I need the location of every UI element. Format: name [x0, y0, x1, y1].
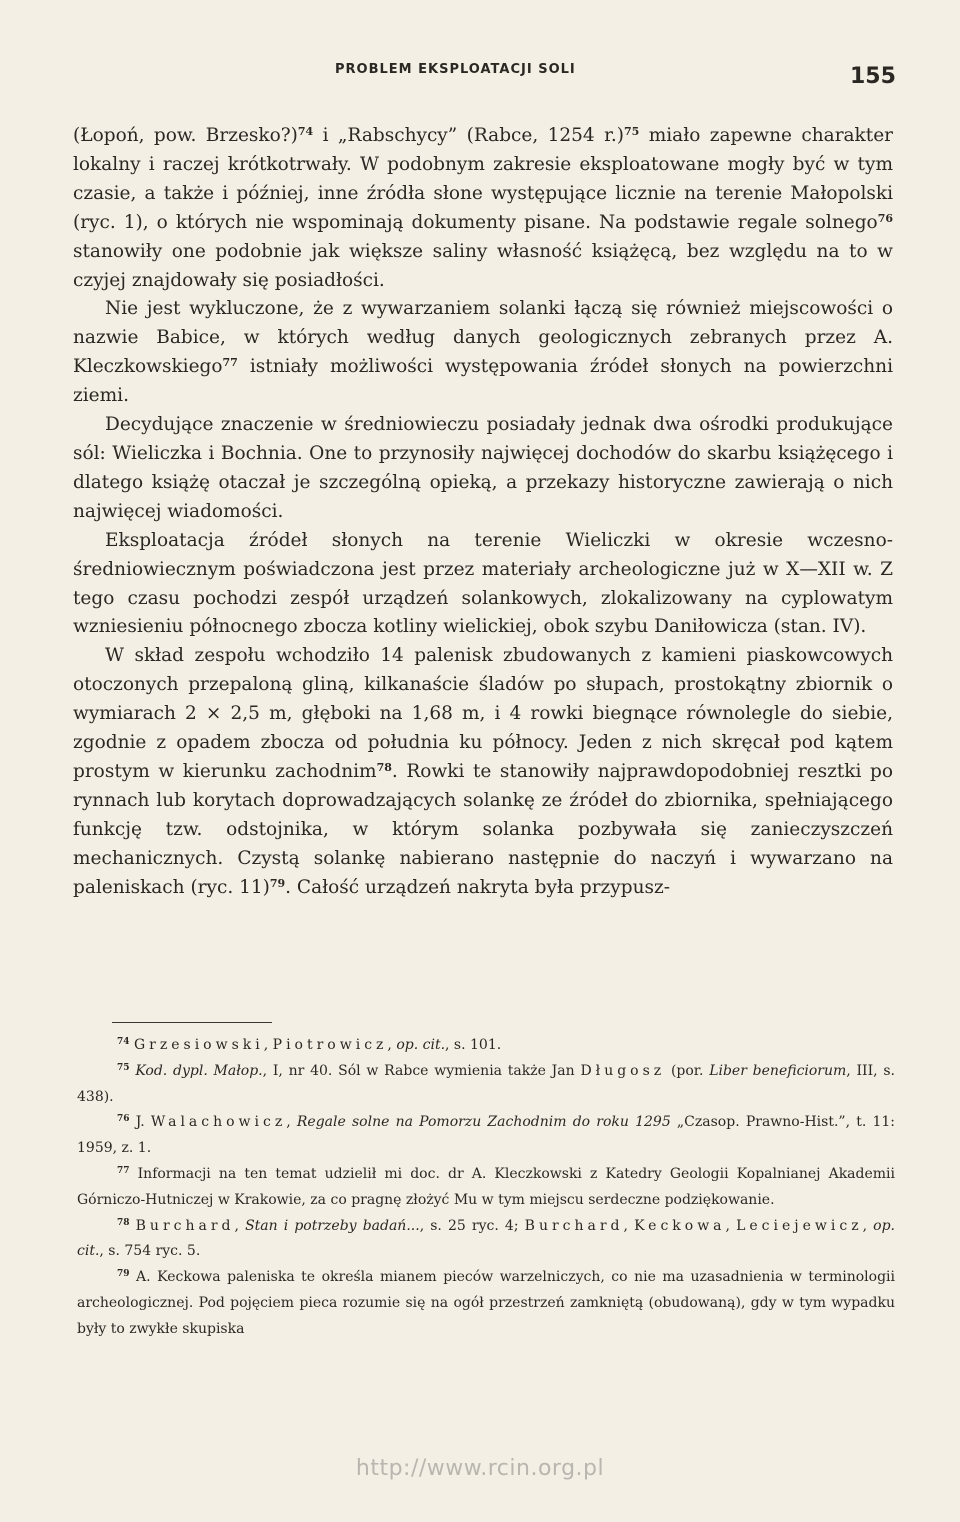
text-run: i „Rabschycy” (Rabce, 1254 r.): [313, 125, 625, 146]
footnote-ref-77[interactable]: 77: [222, 356, 238, 370]
author-name: Walachowicz: [150, 1114, 287, 1131]
footnotes: [77, 1033, 895, 1343]
author-name: Piotrowicz: [272, 1037, 388, 1053]
main-text: [73, 122, 893, 902]
text-run: W skład zespołu wchodziło 14 palenisk zbudowanych z kamieni piaskowcowych otoczonych przepaloną gliną, kilkanaście śladów po słupach, prostokątny zbiornik o wymiarach 2 × 2,5 m, głęboki na 1,68 m, i 4 rowki biegnące równolegle do siebie, zgodnie z opadem zbocza od południa ku północy. Jeden z nich skręcał pod kątem prostym w kierunku zachodnim: [73, 645, 893, 782]
footnote-75: [77, 1059, 895, 1111]
author-name: Leciejewicz: [736, 1217, 863, 1234]
footnote-76: [77, 1110, 895, 1162]
text-run: ,: [725, 1217, 737, 1234]
citation-title: op. cit.: [77, 1217, 895, 1260]
text-run: , I, nr 40. Sól w Rabce wymienia także Jan: [262, 1062, 581, 1079]
text-run: (Łopoń, pow. Brzesko?): [73, 125, 298, 146]
text-run: ,: [263, 1037, 273, 1053]
footnote-78: [77, 1214, 895, 1266]
footnote-mark: 74: [117, 1037, 130, 1047]
text-run: stanowiły one podobnie jak większe saliny własność książęcą, bez względu na to w czyjej znajdowały się posiadłości.: [73, 240, 893, 291]
citation-title: Regale solne na Pomorzu Zachodnim do roku 1295: [296, 1114, 671, 1131]
footnote-79: [77, 1265, 895, 1342]
text-run: ,: [862, 1217, 874, 1234]
text-run: , s. 101.: [445, 1037, 502, 1053]
author-name: Długosz: [580, 1062, 666, 1079]
text-run: , s. 25 ryc. 4;: [419, 1217, 525, 1234]
text-run: miało zapewne charakter lokalny i raczej krótkotrwały. W podobnym zakresie eksploatowane mogły być w tym czasie, a także i później, inne źródła słone występujące licznie na terenie Małopolski (ryc. 1), o których nie wspominają dokumenty pisane. Na podstawie regale solnego: [73, 125, 893, 233]
footnote-ref-75[interactable]: 75: [624, 125, 640, 138]
footnote-mark: 77: [117, 1165, 130, 1176]
text-run: istniały możliwości występowania źródeł słonych na powierzchni ziemi.: [73, 356, 893, 407]
author-name: Burchard: [524, 1217, 624, 1234]
footnote-77: [77, 1162, 895, 1214]
text-run: Informacji na ten temat udzielił mi doc. dr A. Kleczkowski z Katedry Geologii Kopalnianej Akademii Górniczo-Hutniczej w Krakowie, za co pragnę złożyć Mu w tym miejscu serdeczne podziękowanie.: [77, 1165, 895, 1208]
text-run: Nie jest wykluczone, że z wywarzaniem solanki łączą się również miejscowości o nazwie Babice, w których według danych geologicznych zebranych przez A. Kleczkowskiego: [73, 298, 893, 378]
paragraph-4: Eksploatacja źródeł słonych na terenie Wieliczki w okresie wczesnośredniowiecznym poświadczona jest przez materiały archeologiczne już w X—XII w. Z tego czasu pochodzi zespół urządzeń solankowych, zlokalizowany na cyplowatym wzniesieniu północnego zbocza kotliny wielickiej, obok szybu Daniłowicza (stan. IV).: [73, 529, 893, 638]
footnote-ref-74[interactable]: 74: [297, 125, 314, 138]
footnote-mark: 79: [117, 1269, 130, 1280]
footnote-ref-78[interactable]: 78: [376, 760, 392, 774]
footnote-separator: [112, 1022, 272, 1023]
text-run: A. Keckowa paleniska te określa mianem pieców warzelniczych, co nie ma uzasadnienia w terminologii archeologicznej. Pod pojęciem pieca rozumie się na ogół przestrzeń zamkniętą (obudowaną), gdy w tym wypadku były to zwykłe skupiska: [77, 1269, 895, 1337]
paragraph-3: Decydujące znaczenie w średniowieczu posiadały jednak dwa ośrodki produkujące sól: Wieliczka i Bochnia. One to przynosiły najwięcej dochodów do skarbu książęcego i dlatego książę otaczał je szczególną opieką, a przekazy historyczne zawierają o nich najwięcej wiadomości.: [73, 414, 893, 522]
footnote-ref-79[interactable]: 79: [269, 876, 286, 890]
text-run: (por.: [665, 1062, 710, 1079]
page-number: 155: [850, 64, 896, 89]
text-run: ,: [234, 1217, 246, 1234]
citation-title: Stan i potrzeby badań...: [245, 1217, 420, 1234]
citation-title: Kod. dypl. Małop.: [135, 1062, 263, 1079]
footnote-74: [77, 1033, 895, 1059]
text-run: , III, s. 438).: [77, 1062, 895, 1105]
text-run: . Rowki te stanowiły najprawdopodobniej resztki po rynnach lub korytach doprowadzających solankę ze źródeł do zbiornika, spełniającego funkcję tzw. odstojnika, w którym solanka pozbywała się zanieczyszczeń mechanicznych. Czystą solankę nabierano następnie do naczyń i wywarzano na paleniskach (ryc. 11): [73, 760, 893, 898]
author-name: Grzesiowski: [133, 1037, 264, 1053]
author-name: Burchard: [135, 1217, 235, 1234]
paragraph-5: [73, 642, 893, 902]
footnote-ref-76[interactable]: 76: [877, 211, 893, 225]
citation-title: Liber beneficiorum: [709, 1062, 847, 1079]
author-name: Keckowa: [634, 1217, 726, 1234]
text-run: . Całość urządzeń nakryta była przypusz-: [285, 876, 670, 898]
text-run: ,: [387, 1037, 397, 1053]
footnote-mark: 76: [117, 1114, 130, 1125]
footnote-mark: 78: [117, 1217, 130, 1228]
text-run: „Czasop. Prawno-Hist.”, t. 11: 1959, z. 1.: [77, 1114, 896, 1157]
text-run: ,: [286, 1114, 297, 1131]
text-run: , s. 754 ryc. 5.: [99, 1243, 201, 1260]
running-title: PROBLEM EKSPLOATACJI SOLI: [335, 62, 576, 77]
source-watermark: http://www.rcin.org.pl: [355, 1456, 605, 1481]
paragraph-1: [73, 122, 893, 295]
text-run: ,: [623, 1217, 635, 1234]
paragraph-2: [73, 295, 893, 411]
citation-title: op. cit.: [396, 1037, 446, 1053]
text-run: J.: [135, 1114, 151, 1131]
footnote-mark: 75: [117, 1062, 130, 1073]
